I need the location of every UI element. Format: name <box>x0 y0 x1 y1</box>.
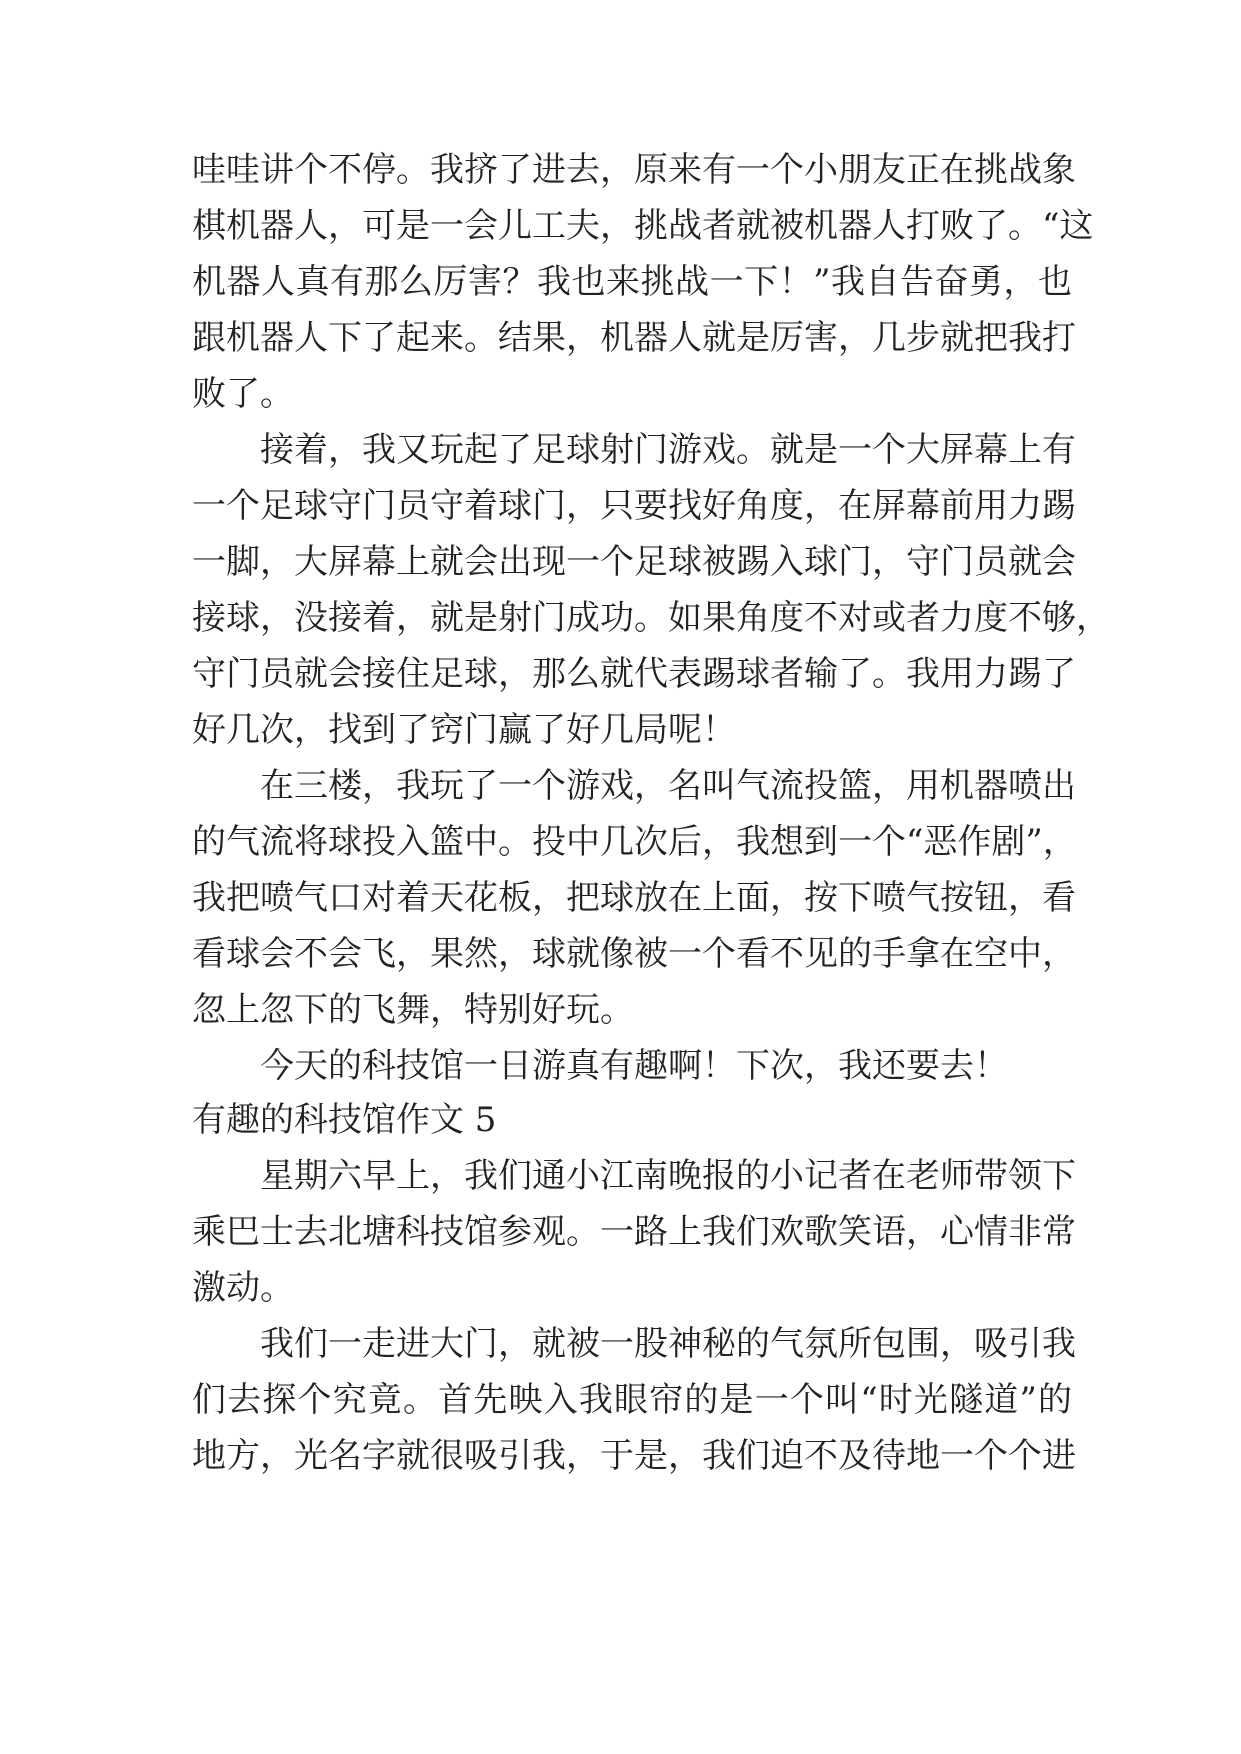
text-line: 哇哇讲个不停。我挤了进去，原来有一个小朋友正在挑战象 <box>192 150 1076 190</box>
text-line: 的气流将球投入篮中。投中几次后，我想到一个“恶作剧”， <box>192 822 1077 862</box>
paragraph-first-line: 接着，我又玩起了足球射门游戏。就是一个大屏幕上有 <box>260 430 1076 470</box>
text-line: 棋机器人，可是一会儿工夫，挑战者就被机器人打败了。“这 <box>192 206 1094 246</box>
text-line: 机器人真有那么厉害？我也来挑战一下！”我自告奋勇，也 <box>192 262 1072 302</box>
text-line: 们去探个究竟。首先映入我眼帘的是一个叫“时光隧道”的 <box>192 1380 1072 1420</box>
text-line: 我把喷气口对着天花板，把球放在上面，按下喷气按钮，看 <box>192 878 1076 918</box>
text-line: 忽上忽下的飞舞，特别好玩。 <box>192 990 634 1030</box>
text-line: 地方，光名字就很吸引我，于是，我们迫不及待地一个个进 <box>192 1436 1076 1476</box>
text-line: 守门员就会接住足球，那么就代表踢球者输了。我用力踢了 <box>192 654 1076 694</box>
section-heading: 有趣的科技馆作文 5 <box>192 1100 497 1140</box>
text-line: 一个足球守门员守着球门，只要找好角度，在屏幕前用力踢 <box>192 486 1076 526</box>
paragraph-first-line: 星期六早上，我们通小江南晚报的小记者在老师带领下 <box>260 1156 1076 1196</box>
text-line: 好几次，找到了窍门赢了好几局呢！ <box>192 710 736 750</box>
text-line: 看球会不会飞，果然，球就像被一个看不见的手拿在空中， <box>192 934 1076 974</box>
text-line: 败了。 <box>192 374 294 414</box>
text-line: 接球，没接着，就是射门成功。如果角度不对或者力度不够， <box>192 598 1110 638</box>
text-line: 跟机器人下了起来。结果，机器人就是厉害，几步就把我打 <box>192 318 1076 358</box>
text-line: 激动。 <box>192 1268 294 1308</box>
text-line: 乘巴士去北塘科技馆参观。一路上我们欢歌笑语，心情非常 <box>192 1212 1076 1252</box>
text-line: 一脚，大屏幕上就会出现一个足球被踢入球门，守门员就会 <box>192 542 1076 582</box>
paragraph-first-line: 在三楼，我玩了一个游戏，名叫气流投篮，用机器喷出 <box>260 766 1076 806</box>
paragraph-first-line: 今天的科技馆一日游真有趣啊！下次，我还要去！ <box>260 1046 1008 1086</box>
paragraph-first-line: 我们一走进大门，就被一股神秘的气氛所包围，吸引我 <box>260 1324 1076 1364</box>
